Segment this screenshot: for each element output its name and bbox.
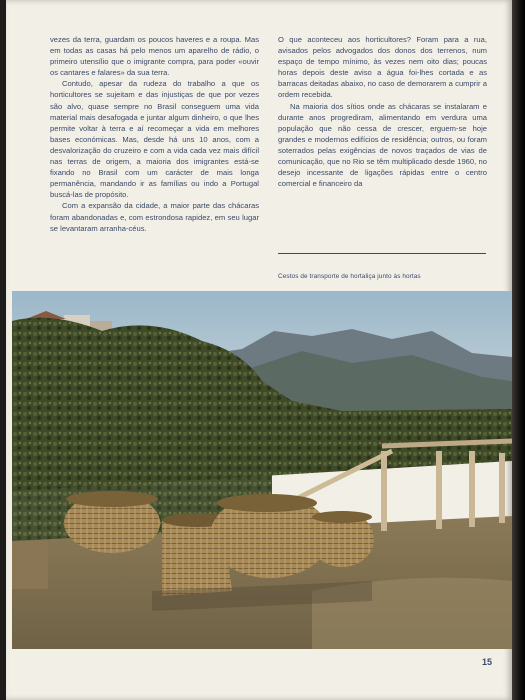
page-number: 15 [481, 657, 492, 667]
caption-rule [278, 253, 486, 254]
paragraph: O que aconteceu aos horticultores? Foram para a rua, avisados pelos advogados dos donos dos terrenos, num espaço de tempo mínimo, às vezes nem oito dias; poucas horas depois deste aviso a água foi-lhes cortada e as barracas deitadas abaixo, no caso de demorarem a cumprir a ordem recebida. [278, 35, 487, 100]
left-text-column [50, 34, 259, 234]
book-page [6, 0, 512, 700]
photo-caption: Cestos de transporte de hortaliça junto às hortas [278, 273, 421, 280]
photograph-baskets-near-vegetable-gardens [12, 291, 512, 649]
paragraph: Na maioria dos sítios onde as chácaras se instalaram e durante anos progrediram, alimentando em verdura uma população que não cessa de crescer, erguem-se hoje grandes e modernos edifícios de residência; outros, ou foram soterrados pelas exigências de novos traçados de vias de comunicação, que no Rio se têm multiplicado desde 1960, no desejo incessante de ligações rápidas entre o centro comercial e financeiro da [278, 101, 487, 189]
paragraph: Com a expansão da cidade, a maior parte das chácaras foram abandonadas e, com estrondosa rapidez, em seu lugar se levantaram arranha-céus. [50, 201, 259, 233]
paragraph: Contudo, apesar da rudeza do trabalho a que os horticultores se sujeitam e das injustiças de que por vezes são alvo, quase sempre no Brasil conseguem uma vida material mais desafogada e juntar algum dinheiro, o que lhes permite voltar à terra e aí recomeçar a vida em melhores bases económicas. Mas, desde há uns 10 anos, com a desvalorização do cruzeiro e com a vida cada vez mais difícil nas terras de origem, a maioria dos imigrantes está-se fixando no Brasil com um carácter de mais longa permanência, mandando ir as famílias ou indo a Portugal buscá-las de propósito. [50, 79, 259, 200]
paragraph: vezes da terra, guardam os poucos haveres e a roupa. Mas em todas as casas há pelo menos um aparelho de rádio, o primeiro utensílio que o imigrante compra, para poder «ouvir os cantares e falares» da sua terra. [50, 35, 259, 78]
right-text-column [278, 34, 487, 189]
book-spine-edge [512, 0, 525, 700]
